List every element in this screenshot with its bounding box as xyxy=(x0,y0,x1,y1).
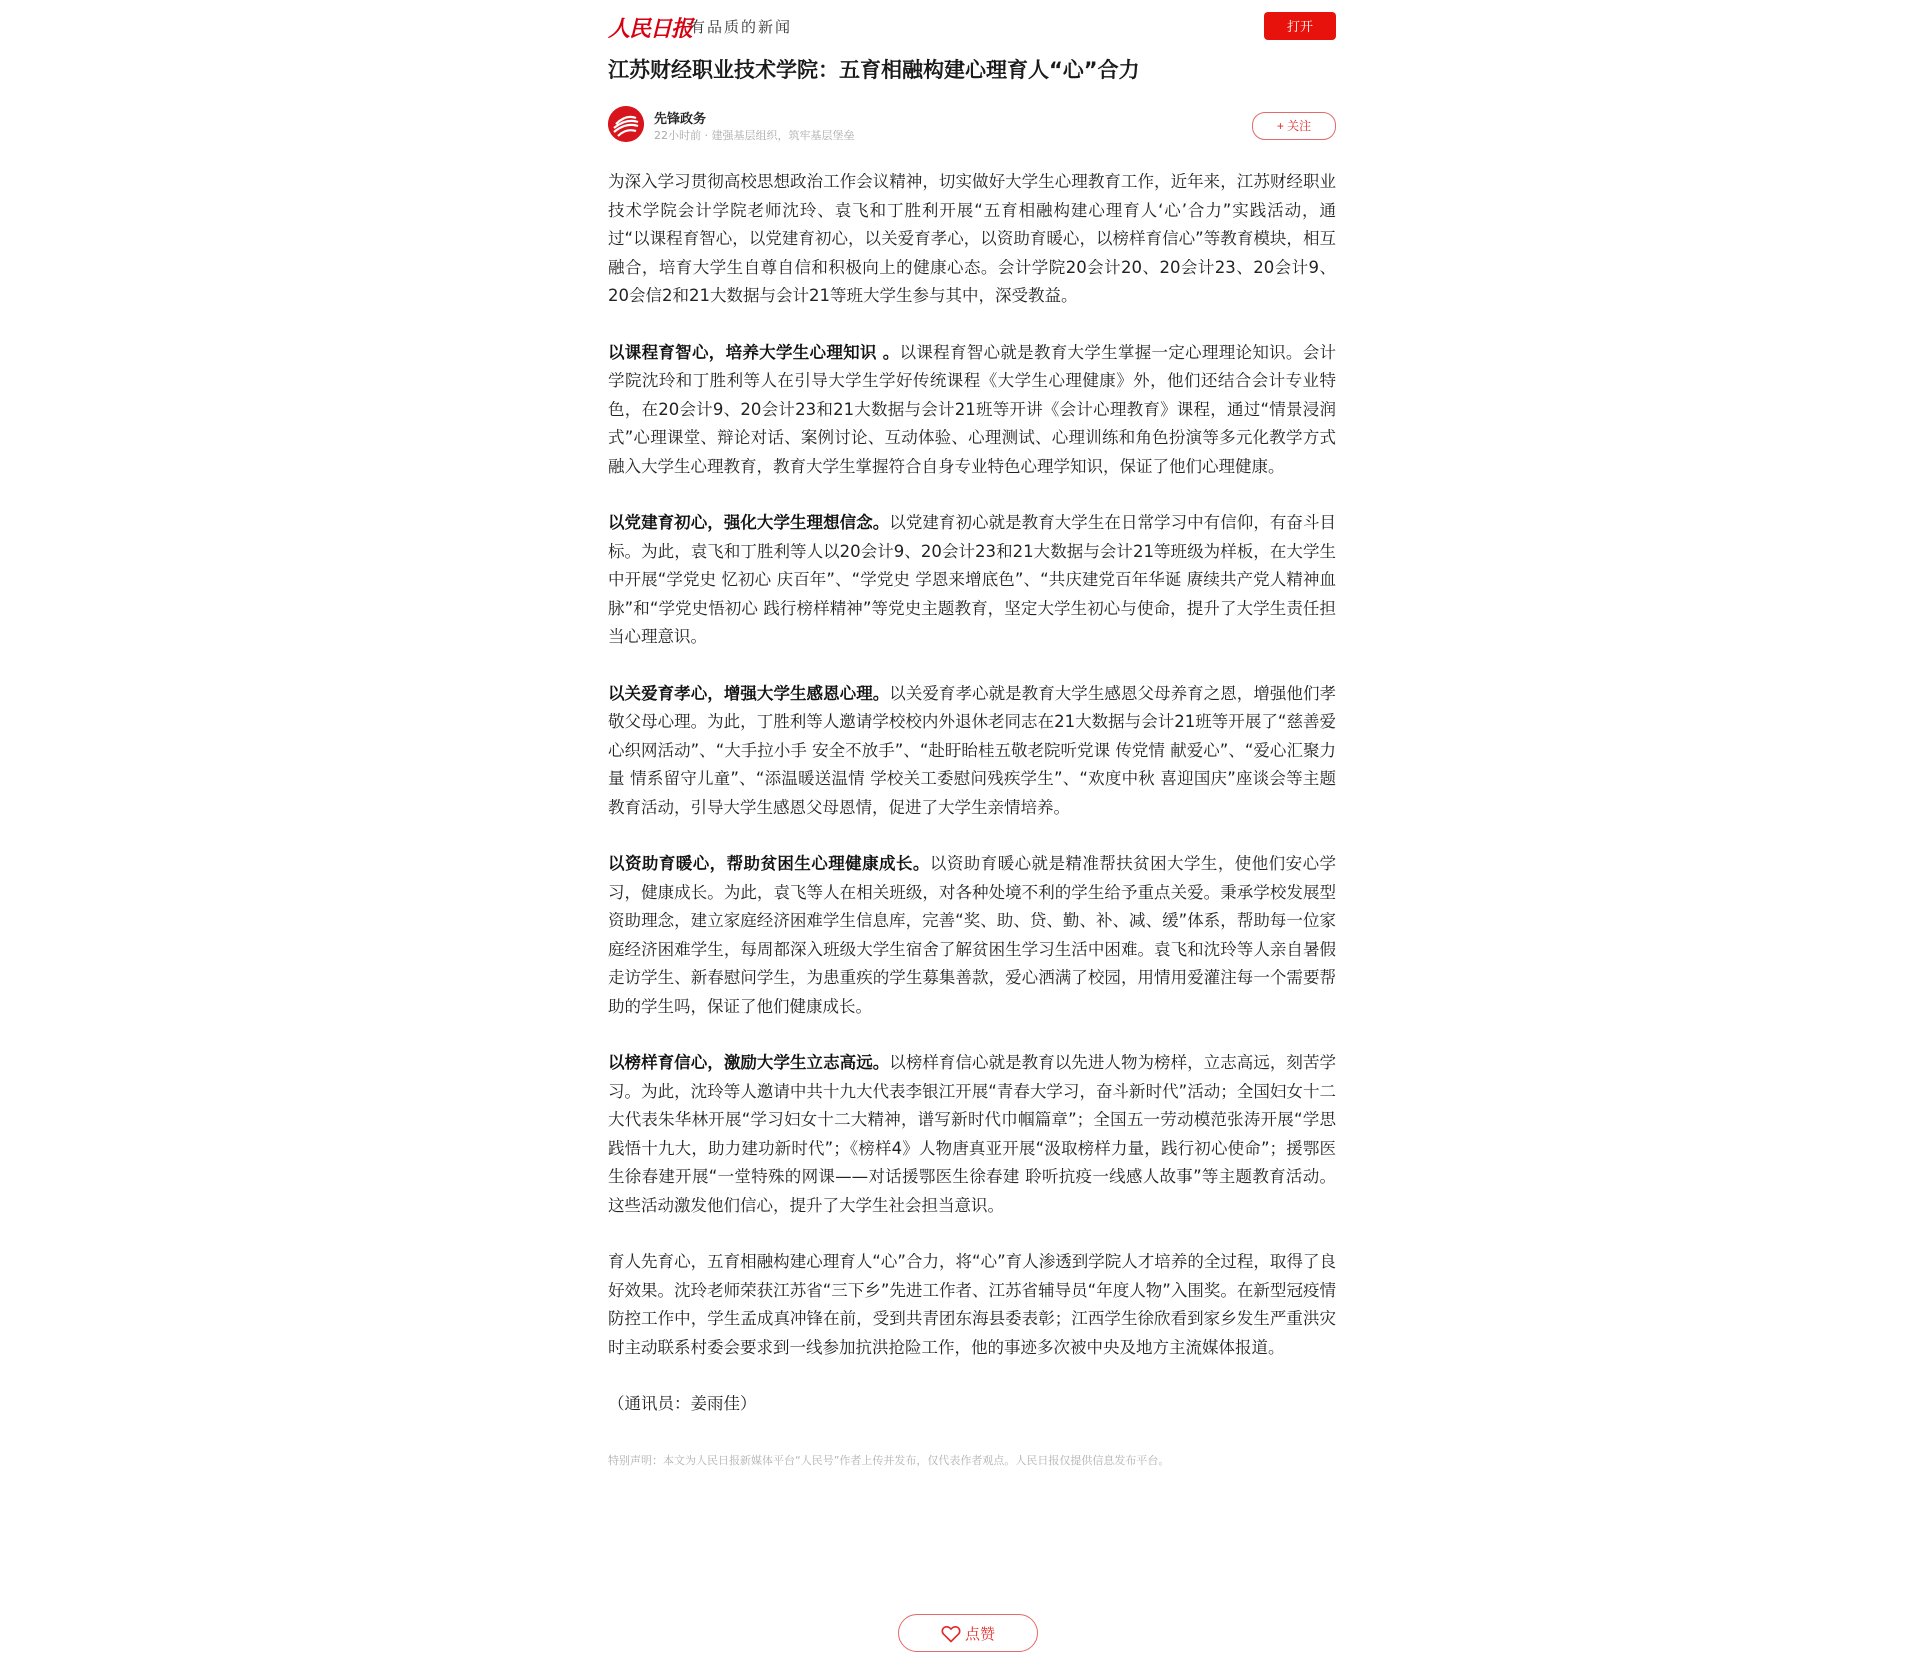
section-paragraph xyxy=(608,509,1336,652)
author-name[interactable]: 先锋政务 xyxy=(654,112,707,127)
like-label: 点赞 xyxy=(964,1626,995,1643)
section-body: 以课程育智心就是教育大学生掌握一定心理理论知识。会计学院沈玲和丁胜利等人在引导大学生学好传统课程《大学生心理健康》外，他们还结合会计专业特色，在20会计9、20会计23和21大数据与会计21班等开讲《会计心理教育》课程，通过“情景浸润式”心理课堂、辩论对话、案例讨论、互动体验、心理测试、心理训练和角色扮演等多元化教学方式融入大学生心理教育，教育大学生掌握符合自身专业特色心理学知识，保证了他们心理健康。 xyxy=(608,342,1337,476)
brand-logo[interactable]: 人民日报 xyxy=(608,16,693,42)
author-meta: 22小时前 · 建强基层组织，筑牢基层堡垒 xyxy=(654,129,855,142)
section-heading: 以关爱育孝心，增强大学生感恩心理。 xyxy=(608,683,890,703)
follow-button[interactable]: + 关注 xyxy=(1252,112,1336,140)
section-body: 以资助育暖心就是精准帮扶贫困大学生，使他们安心学习，健康成长。为此，袁飞等人在相关班级，对各种处境不利的学生给予重点关爱。秉承学校发展型资助理念，建立家庭经济困难学生信息库，完善“奖、助、贷、勤、补、减、缓”体系，帮助每一位家庭经济困难学生，每周都深入班级大学生宿舍了解贫困生学习生活中困难。袁飞和沈玲等人亲自暑假走访学生、新春慰问学生，为患重疾的学生募集善款，爱心洒满了校园，用情用爱灌注每一个需要帮助的学生吗，保证了他们健康成长。 xyxy=(608,854,1337,1016)
closing-paragraph: 育人先育心，五育相融构建心理育人“心”合力，将“心”育人渗透到学院人才培养的全过程，取得了良好效果。沈玲老师荣获江苏省“三下乡”先进工作者、江苏省辅导员“年度人物”入围奖。在新型冠疫情防控工作中，学生孟成真冲锋在前，受到共青团东海县委表彰；江西学生徐欣看到家乡发生严重洪灾时主动联系村委会要求到一线参加抗洪抢险工作，他的事迹多次被中央及地方主流媒体报道。 xyxy=(608,1252,1336,1357)
article-body xyxy=(608,168,1336,1468)
article-page xyxy=(608,0,1337,1643)
section-paragraph xyxy=(608,850,1336,1021)
heart-icon xyxy=(941,1625,961,1643)
brand-slogan: 有品质的新闻 xyxy=(690,18,793,36)
section-body: 以关爱育孝心就是教育大学生感恩父母养育之恩，增强他们孝敬父母心理。为此，丁胜利等人邀请学校校内外退休老同志在21大数据与会计21班等开展了“慈善爱心织网活动”、“大手拉小手 安全不放手”、“赴盱眙桂五敬老院听党课 传党情 献爱心”、“爱心汇聚力量 情系留守儿童”、“添温暖送温情 学校关工委慰问残疾学生”、“欢度中秋 喜迎国庆”座谈会等主题教育活动，引导大学生感恩父母恩情，促进了大学生亲情培养。 xyxy=(608,683,1337,817)
article-title: 江苏财经职业技术学院：五育相融构建心理育人“心”合力 xyxy=(608,58,1140,82)
author-avatar[interactable] xyxy=(608,106,644,142)
section-paragraph xyxy=(608,1049,1336,1220)
correspondent-credit: （通讯员：姜雨佳） xyxy=(608,1394,757,1413)
avatar-logo-icon xyxy=(608,106,644,142)
intro-paragraph: 为深入学习贯彻高校思想政治工作会议精神，切实做好大学生心理教育工作，近年来，江苏财经职业技术学院会计学院老师沈玲、袁飞和丁胜利开展“五育相融构建心理育人‘心’合力”实践活动，通过“以课程育智心，以党建育初心，以关爱育孝心，以资助育暖心，以榜样育信心”等教育模块，相互融合，培育大学生自尊自信和积极向上的健康心态。会计学院20会计20、20会计23、20会计9、20会信2和21大数据与会计21等班大学生参与其中，深受教益。 xyxy=(608,172,1336,305)
section-heading: 以资助育暖心，帮助贫困生心理健康成长。 xyxy=(608,854,930,873)
like-button[interactable] xyxy=(898,1614,1038,1652)
section-body: 以党建育初心就是教育大学生在日常学习中有信仰，有奋斗目标。为此，袁飞和丁胜利等人以20会计9、20会计23和21大数据与会计21等班级为样板，在大学生中开展“学党史 忆初心 庆百年”、“学党史 学恩来增底色”、“共庆建党百年华诞 赓续共产党人精神血脉”和“学党史悟初心 践行榜样精神”等党史主题教育，坚定大学生初心与使命，提升了大学生责任担当心理意识。 xyxy=(608,513,1337,646)
section-heading: 以党建育初心，强化大学生理想信念。 xyxy=(608,513,890,532)
section-body: 以榜样育信心就是教育以先进人物为榜样，立志高远，刻苦学习。为此，沈玲等人邀请中共十九大代表李银江开展“青春大学习，奋斗新时代”活动；全国妇女十二大代表朱华林开展“学习妇女十二大精神，谱写新时代巾帼篇章”；全国五一劳动模范张涛开展“学思践悟十九大，助力建功新时代”；《榜样4》人物唐真亚开展“汲取榜样力量，践行初心使命”；援鄂医生徐春建开展“一堂特殊的网课——对话援鄂医生徐春建 聆听抗疫一线感人故事”等主题教育活动。这些活动激发他们信心，提升了大学生社会担当意识。 xyxy=(608,1053,1337,1215)
open-app-button[interactable]: 打开 xyxy=(1264,12,1336,40)
section-heading: 以课程育智心，培养大学生心理知识 。 xyxy=(608,342,900,362)
section-paragraph xyxy=(608,680,1336,823)
section-heading: 以榜样育信心，激励大学生立志高远。 xyxy=(608,1053,890,1072)
author-row xyxy=(608,106,1336,146)
section-paragraph xyxy=(608,339,1336,482)
disclaimer: 特别声明：本文为人民日报新媒体平台“人民号”作者上传并发布，仅代表作者观点。人民日报仅提供信息发布平台。 xyxy=(608,1454,1170,1467)
top-bar xyxy=(608,0,1336,50)
